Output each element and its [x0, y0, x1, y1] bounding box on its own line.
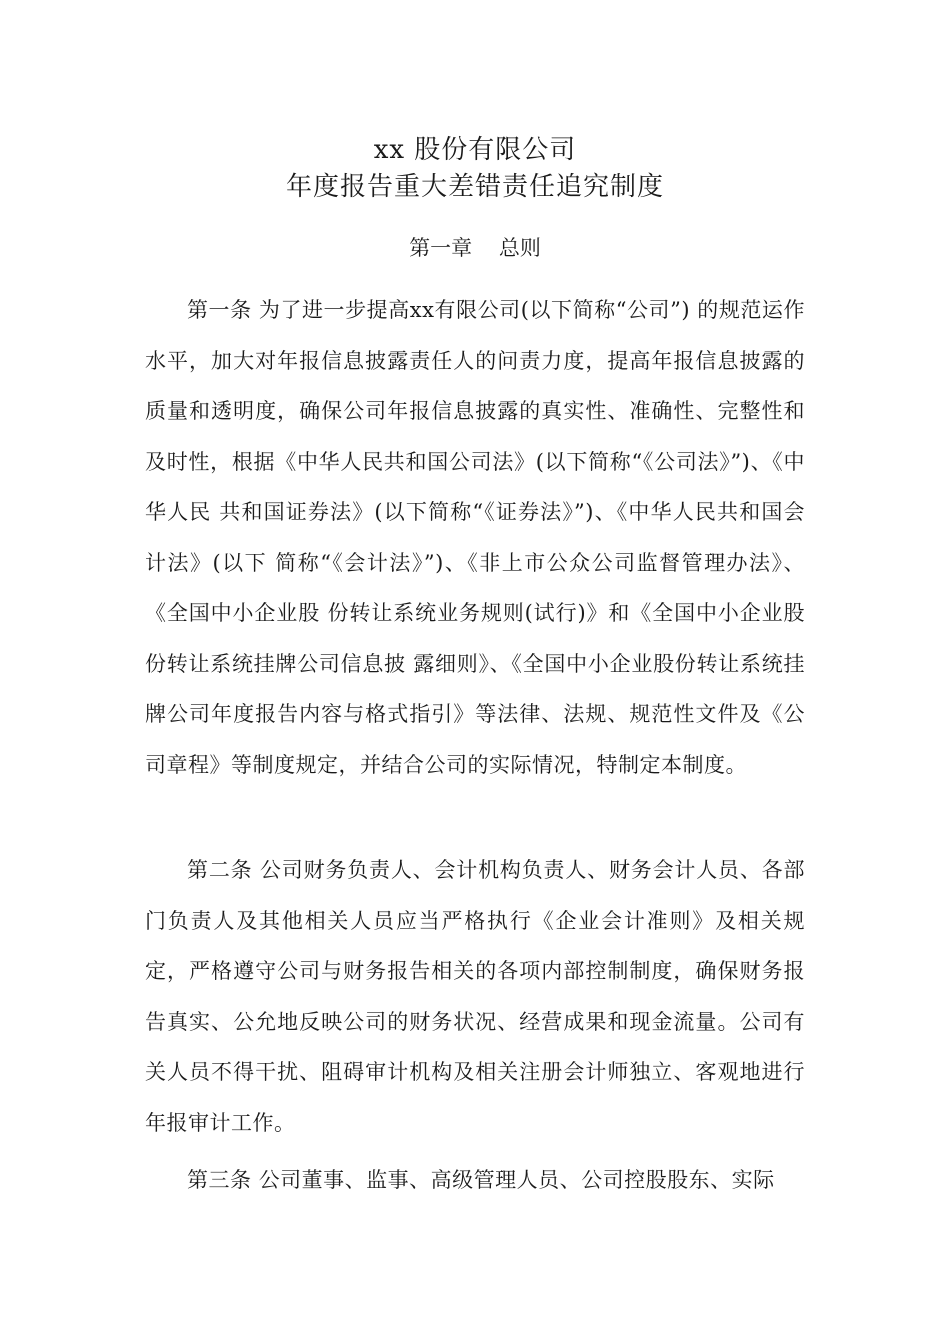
- chapter-heading: 第一章 总则: [409, 236, 541, 260]
- document-title: 年度报告重大差错责任追究制度: [285, 172, 664, 202]
- article-1: 第一条 为了进一步提高xx有限公司(以下简称“公司”) 的规范运作水平，加大对年报信息披露责任人的问责力度，提高年报信息披露的质量和透明度，确保公司年报信息披露的真实性、准确性、完整性和及时性，根据《中华人民共和国公司法》(以下简称“《公司法》”)、《中华人民 共和国证券法》(以下简称“《证券法》”)、《中华人民共和国会计法》(以下 简称“《会计法》”)、《非上市公众公司监督管理办法》、《全国中小企业股 份转让系统业务规则(试行)》和《全国中小企业股份转让系统挂牌公司信息披 露细则》、《全国中小企业股份转让系统挂牌公司年度报告内容与格式指引》等法律、法规、规范性文件及《公司章程》等制度规定，并结合公司的实际情况，特制定本制度。: [145, 298, 805, 777]
- company-title: xx 股份有限公司: [373, 135, 577, 165]
- article-2: 第二条 公司财务负责人、会计机构负责人、财务会计人员、各部门负责人及其他相关人员应当严格执行《企业会计准则》及相关规定，严格遵守公司与财务报告相关的各项内部控制制度，确保财务报告真实、公允地反映公司的财务状况、经营成果和现金流量。公司有关人员不得干扰、阻碍审计机构及相关注册会计师独立、客观地进行年报审计工作。: [145, 858, 805, 1135]
- article-3: 第三条 公司董事、监事、高级管理人员、公司控股股东、实际: [187, 1168, 775, 1192]
